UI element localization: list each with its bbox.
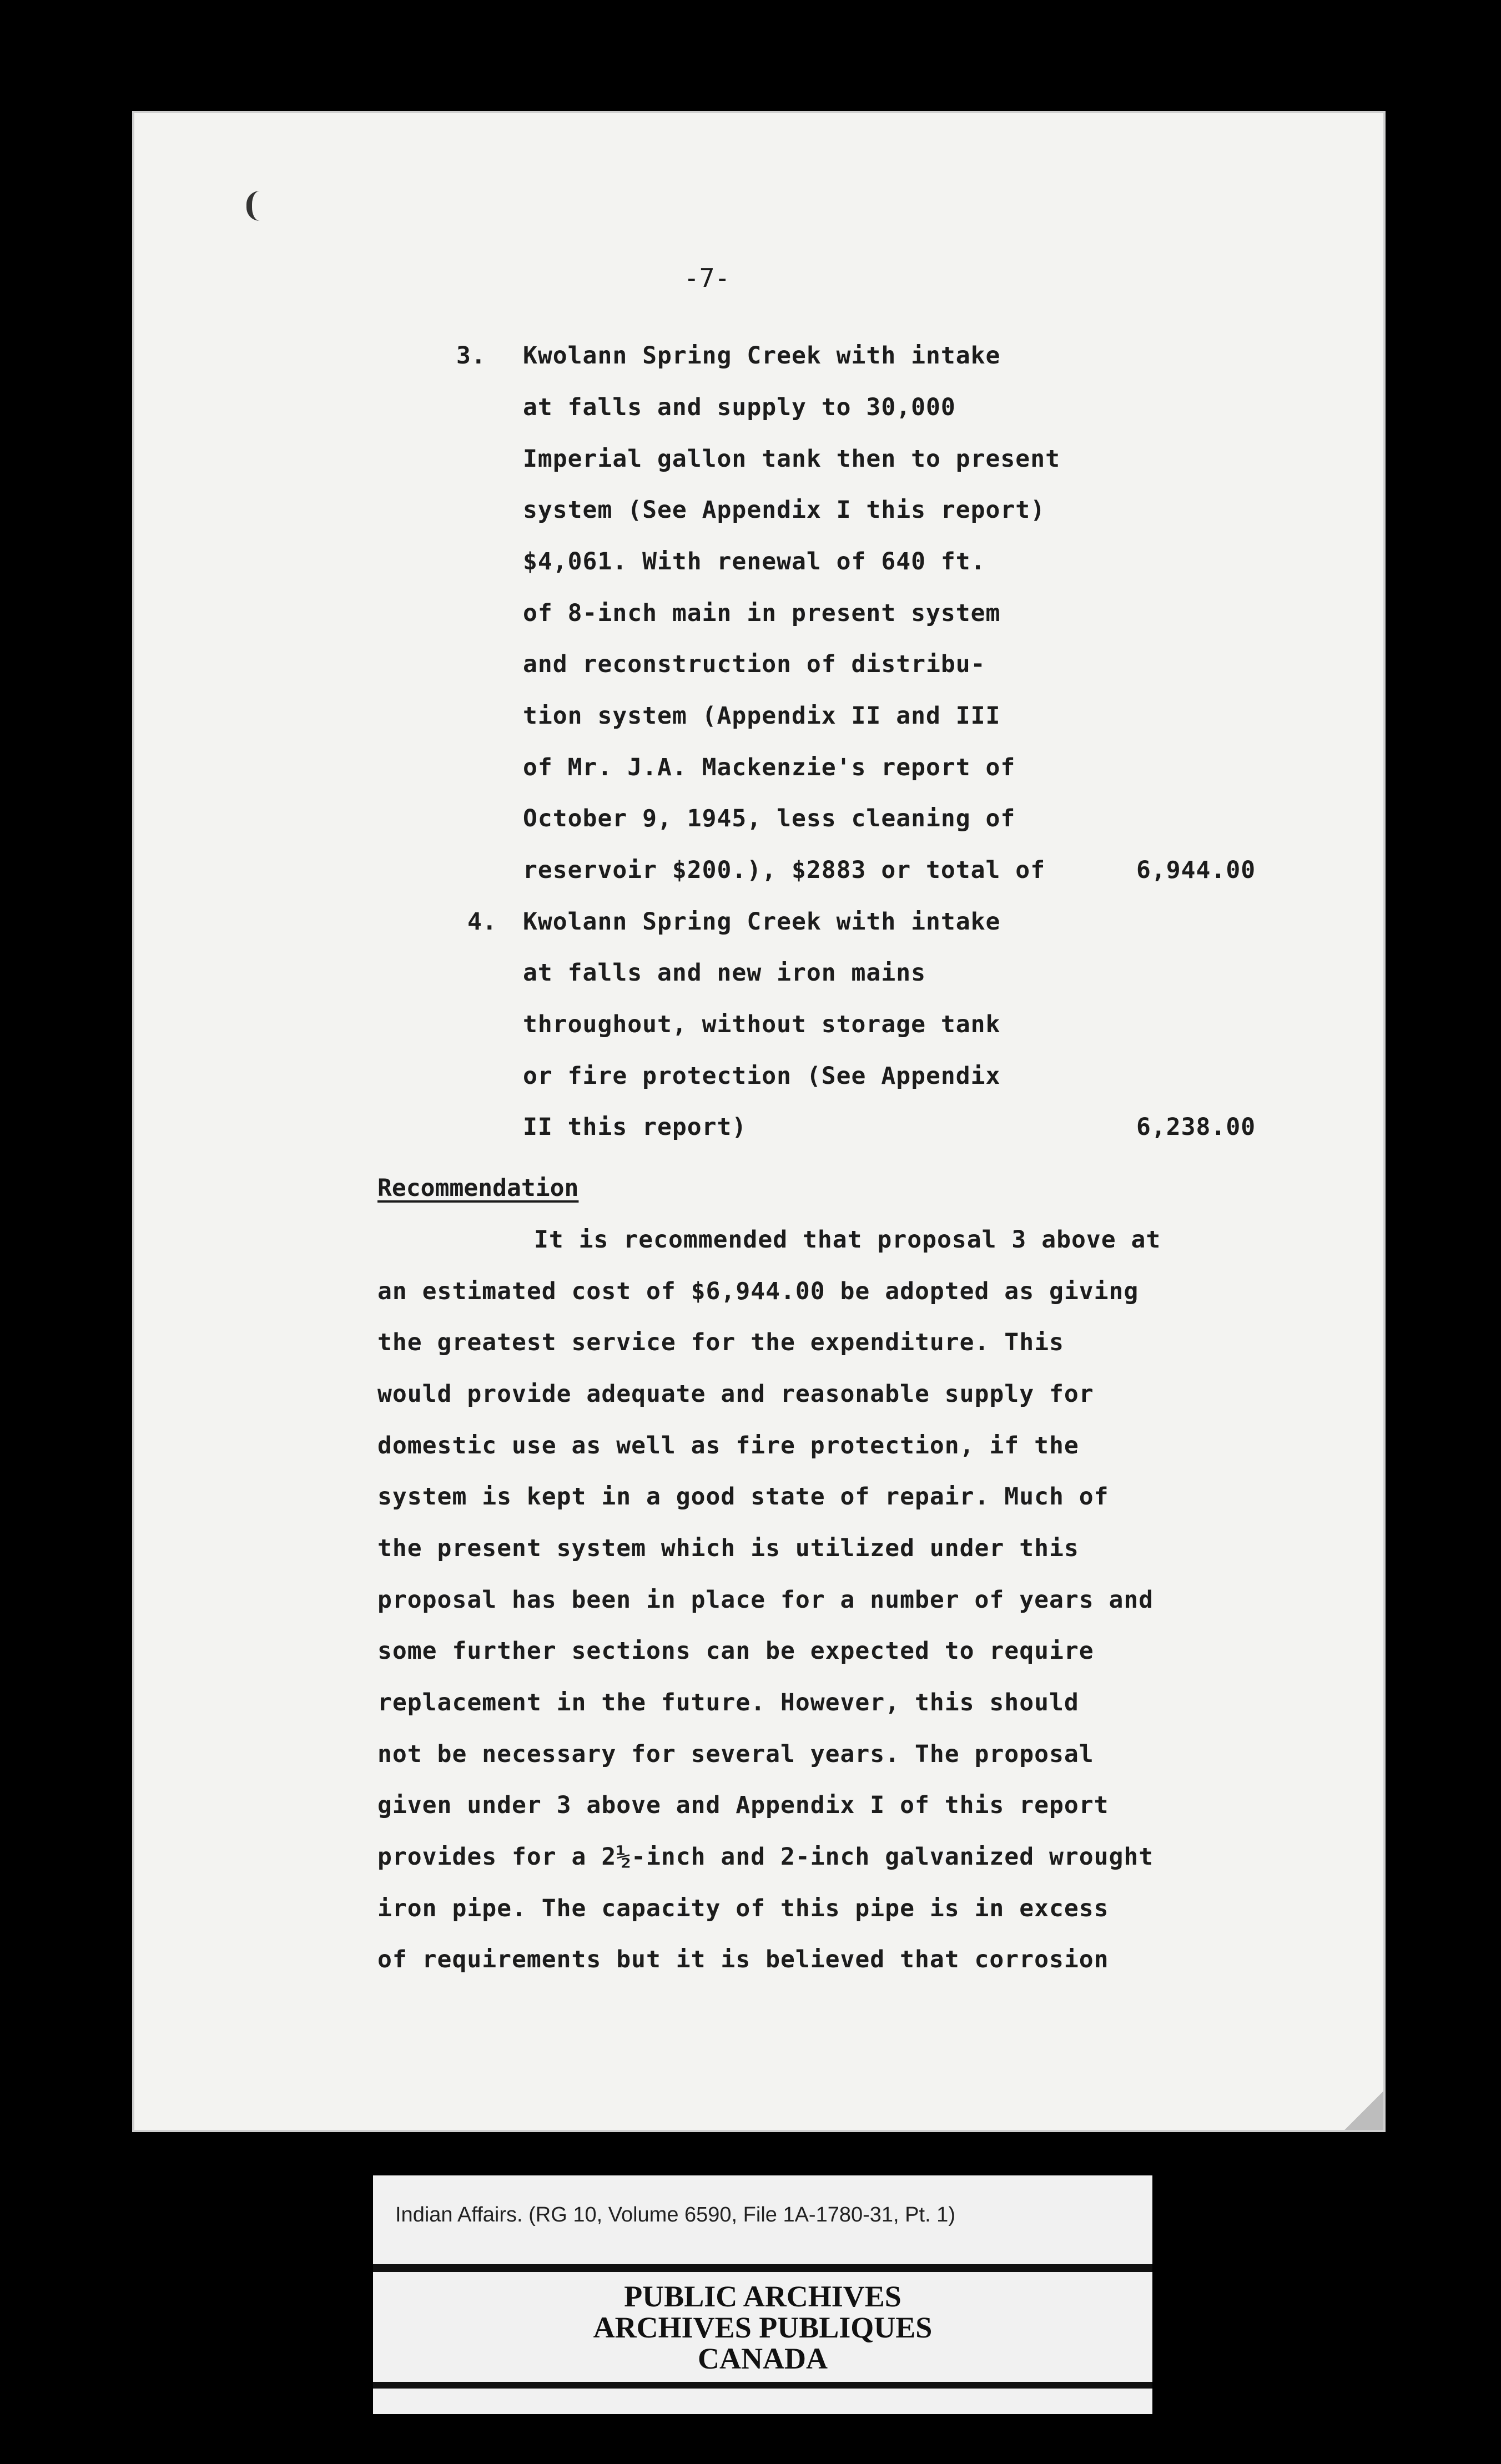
item-number: 4. [467, 908, 497, 936]
document-page [132, 111, 1386, 2132]
paragraph-line: proposal has been in place for a number of years and [377, 1586, 1154, 1614]
stamp-divider-bottom [373, 2382, 1152, 2389]
archive-name-en: PUBLIC ARCHIVES [624, 2280, 901, 2313]
item-number: 3. [456, 342, 486, 370]
item-line: Kwolann Spring Creek with intake [523, 908, 1001, 936]
item-line: at falls and supply to 30,000 [523, 393, 956, 421]
paragraph-line: some further sections can be expected to require [377, 1637, 1094, 1665]
item-line: and reconstruction of distribu- [523, 650, 986, 678]
item-line: tion system (Appendix II and III [523, 702, 1001, 730]
paragraph-line: iron pipe. The capacity of this pipe is in excess [377, 1895, 1109, 1922]
item-line: at falls and new iron mains [523, 959, 926, 987]
paragraph-line: an estimated cost of $6,944.00 be adopted as giving [377, 1278, 1139, 1305]
archive-name [373, 2281, 1152, 2374]
item-line: of 8-inch main in present system [523, 599, 1001, 627]
paragraph-line: domestic use as well as fire protection, if the [377, 1432, 1079, 1460]
paragraph-line: replacement in the future. However, this should [377, 1689, 1079, 1716]
archive-name-fr: ARCHIVES PUBLIQUES [593, 2311, 933, 2344]
item-line: system (See Appendix I this report) [523, 496, 1046, 524]
item-amount: 6,944.00 [1136, 856, 1256, 884]
item-line: throughout, without storage tank [523, 1011, 1001, 1038]
item-line: II this report) [523, 1113, 747, 1141]
paragraph-line: the present system which is utilized under this [377, 1534, 1079, 1562]
item-line: October 9, 1945, less cleaning of [523, 805, 1016, 832]
paragraph-line: the greatest service for the expenditure. This [377, 1329, 1064, 1356]
hole-punch-mark [246, 191, 263, 221]
item-line: or fire protection (See Appendix [523, 1062, 1001, 1090]
paragraph-line: of requirements but it is believed that corrosion [377, 1946, 1109, 1973]
stamp-divider [373, 2264, 1152, 2272]
page-number: -7- [684, 263, 731, 293]
archive-citation: Indian Affairs. (RG 10, Volume 6590, File 1A-1780-31, Pt. 1) [395, 2203, 955, 2226]
paragraph-line: It is recommended that proposal 3 above at [534, 1226, 1161, 1254]
item-line: Kwolann Spring Creek with intake [523, 342, 1001, 370]
item-line: of Mr. J.A. Mackenzie's report of [523, 754, 1016, 781]
page-corner-fold [1344, 2091, 1383, 2130]
item-amount: 6,238.00 [1136, 1113, 1256, 1141]
paragraph-line: not be necessary for several years. The proposal [377, 1740, 1094, 1768]
paragraph-line: would provide adequate and reasonable supply for [377, 1380, 1094, 1408]
archive-country: CANADA [698, 2342, 828, 2375]
item-line: $4,061. With renewal of 640 ft. [523, 548, 986, 575]
item-line: reservoir $200.), $2883 or total of [523, 856, 1046, 884]
item-line: Imperial gallon tank then to present [523, 445, 1060, 473]
archive-stamp [373, 2175, 1152, 2414]
paragraph-line: system is kept in a good state of repair. Much of [377, 1483, 1109, 1511]
paragraph-line: provides for a 2½-inch and 2-inch galvanized wrought [377, 1843, 1154, 1871]
paragraph-line: given under 3 above and Appendix I of this report [377, 1791, 1109, 1819]
recommendation-heading: Recommendation [377, 1174, 579, 1202]
